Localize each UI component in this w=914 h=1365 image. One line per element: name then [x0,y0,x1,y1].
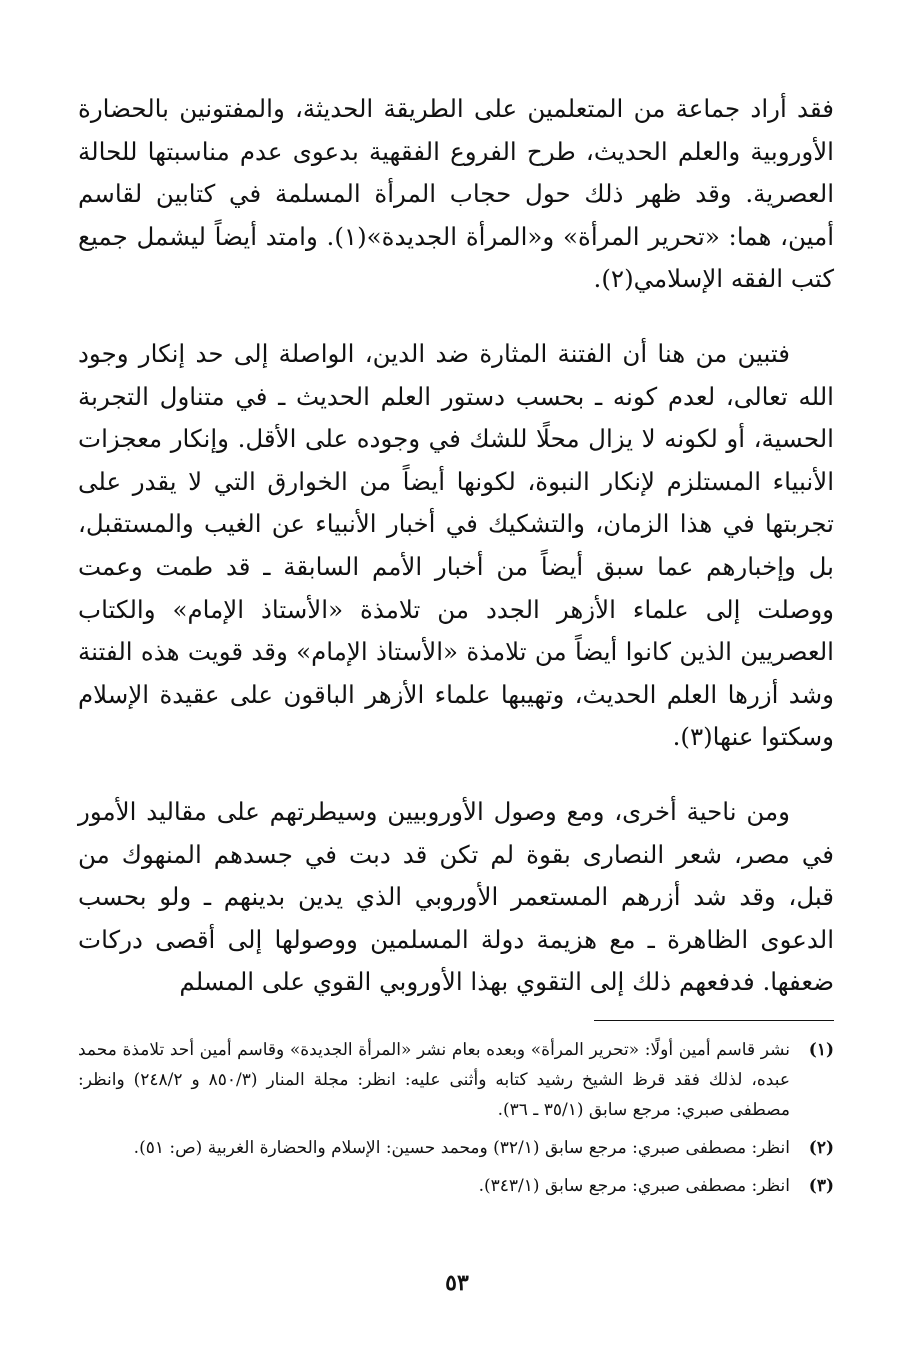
footnote-text: انظر: مصطفى صبري: مرجع سابق (٣٤٣/١). [478,1176,790,1196]
paragraph-1: فقد أراد جماعة من المتعلمين على الطريقة الحديثة، والمفتونين بالحضارة الأوروبية والعلم الحديث، طرح الفروع الفقهية بدعوى عدم مناسبتها للحالة العصرية. وقد ظهر ذلك حول حجاب المرأة المسلمة في كتابين لقاسم أمين، هما: «تحرير المرأة» و«المرأة الجديدة»(١). وامتد أيضاً ليشمل جميع كتب الفقه الإسلامي(٢). [78,94,834,294]
paragraph-2: فتبين من هنا أن الفتنة المثارة ضد الدين، الواصلة إلى حد إنكار وجود الله تعالى، لعدم كونه ـ بحسب دستور العلم الحديث ـ في متناول التجربة الحسية، أو لكونه لا يزال محلًا للشك في وجوده على الأقل. وإنكار معجزات الأنبياء المستلزم لإنكار النبوة، لكونها أيضاً من الخوارق التي لا يقدر على تجربتها في هذا الزمان، والتشكيك في أخبار الأنبياء عن الغيب والمستقبل، بل وإخبارهم عما سبق أيضاً من أخبار الأمم السابقة ـ قد طمت وعمت ووصلت إلى علماء الأزهر الجدد من تلامذة «الأستاذ الإمام» والكتاب العصريين الذين كانوا أيضاً من تلامذة «الأستاذ الإمام» وقد قويت هذه الفتنة وشد أزرها العلم الحديث، وتهيبها علماء الأزهر الباقون على عقيدة الإسلام وسكتوا عنها(٣). [78,338,834,752]
footnote-text: نشر قاسم أمين أولًا: «تحرير المرأة» وبعده بعام نشر «المرأة الجديدة» وقاسم أمين أحد تلامذة محمد عبده، لذلك فقد قرظ الشيخ رشيد كتابه وأثنى عليه: انظر: مجلة المنار (٨٥٠/٣ و ٢٤٨/٢) وانظر: مصطفى صبري: مرجع سابق (٣٥/١ ـ ٣٦). [78,1040,790,1120]
footnote-2 [78,1133,834,1163]
footnote-number: (٢) [808,1138,834,1158]
footnote-text: انظر: مصطفى صبري: مرجع سابق (٣٢/١) ومحمد حسين: الإسلام والحضارة الغربية (ص: ٥١). [133,1138,790,1158]
footnote-number: (١) [808,1040,834,1060]
main-text [78,88,834,1004]
footnote-number: (٣) [808,1176,834,1196]
footnote-separator [594,1020,834,1021]
footnote-3 [78,1171,834,1201]
paragraph-3: ومن ناحية أخرى، ومع وصول الأوروبيين وسيطرتهم على مقاليد الأمور في مصر، شعر النصارى بقوة لم تكن قد دبت في جسدهم المنهوك من قبل، وقد شد أزرهم المستعمر الأوروبي الذي يدين بدينهم ـ ولو بحسب الدعوى الظاهرة ـ مع هزيمة دولة المسلمين ووصولها إلى أقصى دركات ضعفها. فدفعهم ذلك إلى التقوي بهذا الأوروبي القوي على المسلم [78,796,834,997]
page-number: ٥٣ [445,1270,469,1296]
footnotes [78,1020,834,1209]
footnote-1 [78,1035,834,1125]
